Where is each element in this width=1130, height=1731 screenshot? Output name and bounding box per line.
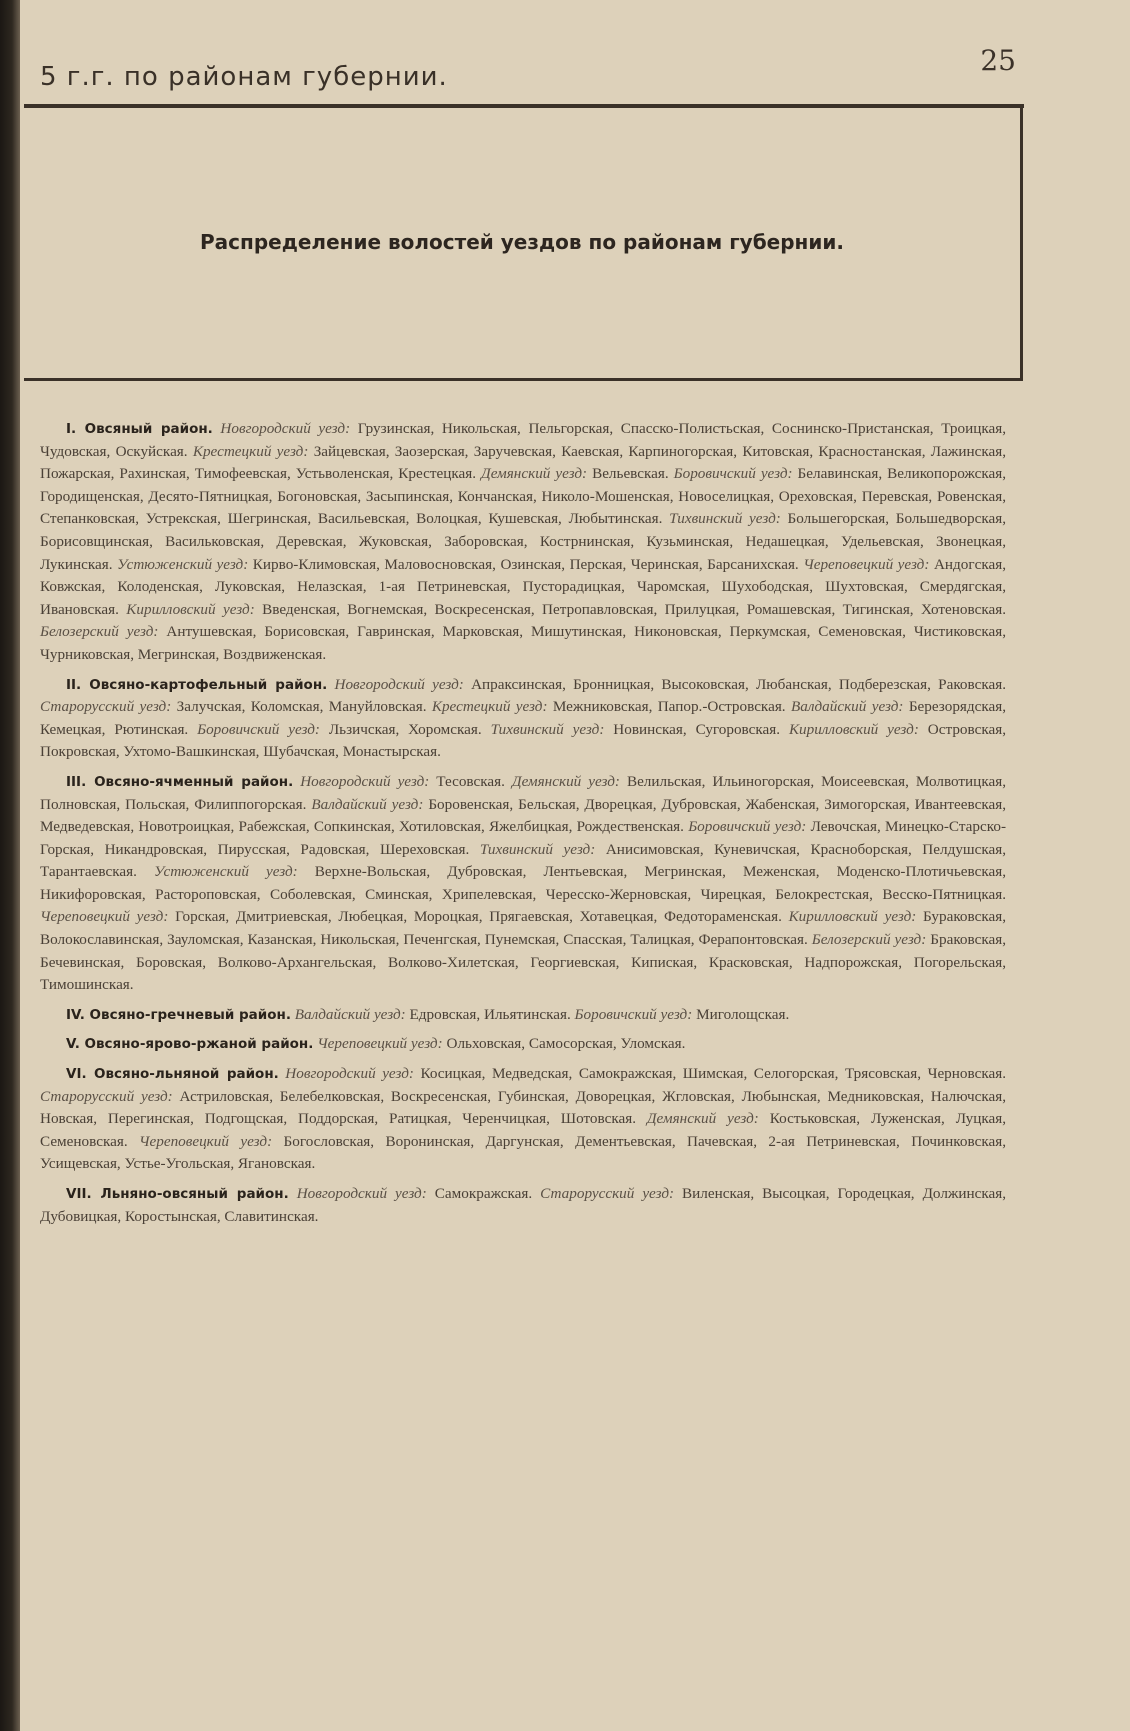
volost-list: Андогская, Ковжская, Колоденская, Луковская, Нелазская, 1-ая Петриневская, Пусторадицкая, Чаромская, Шухободская, Шухтовская, Смердягская, Ивановская. [40,555,1006,618]
uezd-name: Новгородский уезд: [300,772,430,790]
uezd-name: Кирилловский уезд: [788,908,917,926]
volost-list: Боровенская, Бельская, Дворецкая, Дубровская, Жабенская, Зимогорская, Ивантеевская, Медведевская, Новотроицкая, Рабежская, Сопкинская, Хотиловская, Яжелбицкая, Рождественская. [40,795,1006,836]
volost-list: Костьковская, Луженская, Луцкая, Семеновская. [40,1110,1007,1150]
volost-list: Введенская, Вогнемская, Воскресенская, Петропавловская, Прилуцкая, Ромашевская, Тигинская, Хотеновская. [262,600,1006,618]
region-paragraph [40,1183,1006,1228]
region-paragraph [40,674,1006,764]
volost-list: Грузинская, Никольская, Пельгорская, Спасско-Полистьская, Соснинско-Пристанская, Троицкая, Чудовская, Оскуйская. [40,420,1007,460]
volost-list: Белавинская, Великопорожская, Городищенская, Десято-Пятницкая, Богоновская, Засыпинская, Кончанская, Николо-Мошенская, Новоселицкая, Ореховская, Перевская, Ровенская, Степанковская, Устрекская, Шегринская, Васильевская, Волоцкая, Кушевская, Любытинская. [40,465,1007,528]
volost-list: Верхне-Вольская, Дубровская, Лентьевская, Мегринская, Меженская, Моденско-Плотичьевская, Никифоровская, Растороповская, Соболевская, Сминская, Хрипелевская, Чересско-Жерновская, Чирецкая, Белокрестская, Весско-Пятницкая. [40,863,1006,903]
page-number: 25 [980,44,1016,77]
region-label: V. Овсяно-ярово-ржаной район. [66,1036,314,1053]
section-heading: Распределение волостей уездов по районам губернии. [200,230,844,254]
region-paragraph [40,1033,1006,1056]
book-spine [0,0,20,1731]
volost-list: Едровская, Ильятинская. [409,1005,571,1023]
volost-list: Велильская, Ильиногорская, Моисеевская, Молвотицкая, Полновская, Польская, Филиппогорская. [40,772,1006,813]
volost-list: Большегорская, Большедворская, Борисовщинская, Васильковская, Деревская, Жуковская, Заборовская, Кострнинская, Кузьминская, Недашецкая, Удельевская, Звонецкая, Лукинская. [40,510,1007,573]
uezd-name: Тихвинский уезд: [490,720,605,738]
volost-list: Островская, Покровская, Ухтомо-Вашкинская, Шубачская, Монастырская. [40,720,1006,761]
page-header [20,44,1020,104]
uezd-name: Крестецкий уезд: [431,698,548,716]
uezd-name: Белозерский уезд: [40,623,159,641]
uezd-name: Новгородский уезд: [334,675,464,693]
heading-box [24,108,1023,381]
region-paragraph [40,1063,1006,1176]
uezd-name: Боровичский уезд: [688,818,807,836]
region-paragraph [40,1004,1006,1027]
volost-list: Виленская, Высоцкая, Городецкая, Должинская, Дубовицкая, Коростынская, Славитинская. [40,1185,1007,1225]
volost-list: Миголощская. [696,1005,790,1023]
uezd-name: Валдайский уезд: [790,698,904,716]
volost-list: Анисимовская, Куневичская, Красноборская, Пелдушская, Тарантаевская. [40,840,1007,881]
uezd-name: Боровичский уезд: [197,720,320,738]
volost-list: Залучская, Коломская, Мануйловская. [176,698,427,716]
uezd-name: Череповецкий уезд: [317,1035,443,1053]
uezd-name: Крестецкий уезд: [192,442,309,460]
volost-list: Вельевская. [592,465,669,483]
uezd-name: Старорусский уезд: [540,1185,675,1202]
volost-list: Горская, Дмитриевская, Любецкая, Мороцкая, Прягаевская, Хотавецкая, Федотораменская. [175,908,782,926]
uezd-name: Старорусский уезд: [40,1087,173,1105]
uezd-name: Кирилловский уезд: [788,720,919,738]
region-label: VII. Льняно-овсяный район. [66,1186,289,1202]
uezd-name: Боровичский уезд: [673,465,793,483]
uezd-name: Устюженский уезд: [153,863,298,881]
uezd-name: Череповецкий уезд: [139,1132,273,1150]
volost-list: Межниковская, Папор.-Островская. [552,698,786,716]
uezd-name: Боровичский уезд: [574,1005,693,1023]
volost-list: Браковская, Бечевинская, Боровская, Волково-Архангельская, Волково-Хилетская, Георгиевская, Кипиская, Красковская, Надпорожская, Погорельская, Тимошинская. [40,931,1007,994]
region-label: III. Овсяно-ячменный район. [66,773,294,790]
uezd-name: Тихвинский уезд: [669,510,781,528]
regions-content [40,418,1006,1235]
uezd-name: Демянский уезд: [646,1110,759,1128]
uezd-name: Демянский уезд: [481,465,588,483]
volost-list: Апраксинская, Бронницкая, Высоковская, Любанская, Подберезская, Раковская. [471,675,1007,693]
uezd-name: Валдайский уезд: [294,1005,406,1023]
uezd-name: Новгородский уезд: [296,1185,427,1202]
volost-list: Березорядская, Кемецкая, Рютинская. [40,698,1007,738]
region-paragraph [40,771,1006,997]
uezd-name: Новгородский уезд: [285,1065,414,1083]
running-title: 5 г.г. по районам губернии. [40,62,448,92]
region-label: IV. Овсяно-гречневый район. [66,1006,291,1023]
uezd-name: Кирилловский уезд: [126,600,255,618]
region-paragraph [40,418,1006,667]
volost-list: Тесовская. [436,772,505,790]
volost-list: Новинская, Сугоровская. [613,720,781,738]
uezd-name: Белозерский уезд: [811,931,927,949]
volost-list: Льзичская, Хоромская. [328,720,482,738]
volost-list: Кирво-Климовская, Маловосновская, Озинская, Перская, Черинская, Барсанихская. [252,555,799,573]
volost-list: Самокражская. [434,1185,533,1202]
uezd-name: Валдайский уезд: [311,795,424,813]
region-label: I. Овсяный район. [66,421,213,437]
volost-list: Бураковская, Волокославинская, Зауломская, Казанская, Никольская, Печенгская, Пунемская, Спасская, Талицкая, Ферапонтовская. [40,908,1007,949]
volost-list: Астриловская, Белебелковская, Воскресенская, Губинская, Доворецкая, Жгловская, Любынская, Медниковская, Налючская, Новская, Перегинская, Подгощская, Поддорская, Ратицкая, Черенчицкая, Шотовская. [40,1087,1007,1128]
volost-list: Косицкая, Медведская, Самокражская, Шимская, Селогорская, Трясовская, Черновская. [420,1065,1006,1083]
region-label: II. Овсяно-картофельный район. [66,676,328,693]
uezd-name: Череповецкий уезд: [803,555,930,573]
volost-list: Богословская, Воронинская, Даргунская, Дементьевская, Пачевская, 2-ая Петриневская, Починковская, Усищевская, Устье-Угольская, Ягановская. [40,1132,1006,1173]
uezd-name: Старорусский уезд: [40,698,172,716]
uezd-name: Тихвинский уезд: [479,840,596,858]
uezd-name: Череповецкий уезд: [40,908,169,926]
uezd-name: Новгородский уезд: [220,420,351,437]
volost-list: Зайцевская, Заозерская, Заручевская, Каевская, Карпиногорская, Китовская, Красностанская, Лажинская, Пожарская, Рахинская, Тимофеевская, Устьволенская, Крестецкая. [40,442,1006,483]
uezd-name: Устюженский уезд: [117,555,249,573]
volost-list: Антушевская, Борисовская, Гавринская, Марковская, Мишутинская, Никоновская, Перкумская, Семеновская, Чистиковская, Чурниковская, Мегринская, Воздвиженская. [40,623,1007,663]
region-label: VI. Овсяно-льняной район. [66,1066,279,1083]
uezd-name: Демянский уезд: [511,772,620,790]
volost-list: Левочская, Минецко-Старско-Горская, Никандровская, Пирусская, Радовская, Шереховская. [40,818,1007,858]
volost-list: Ольховская, Самосорская, Уломская. [446,1035,686,1053]
